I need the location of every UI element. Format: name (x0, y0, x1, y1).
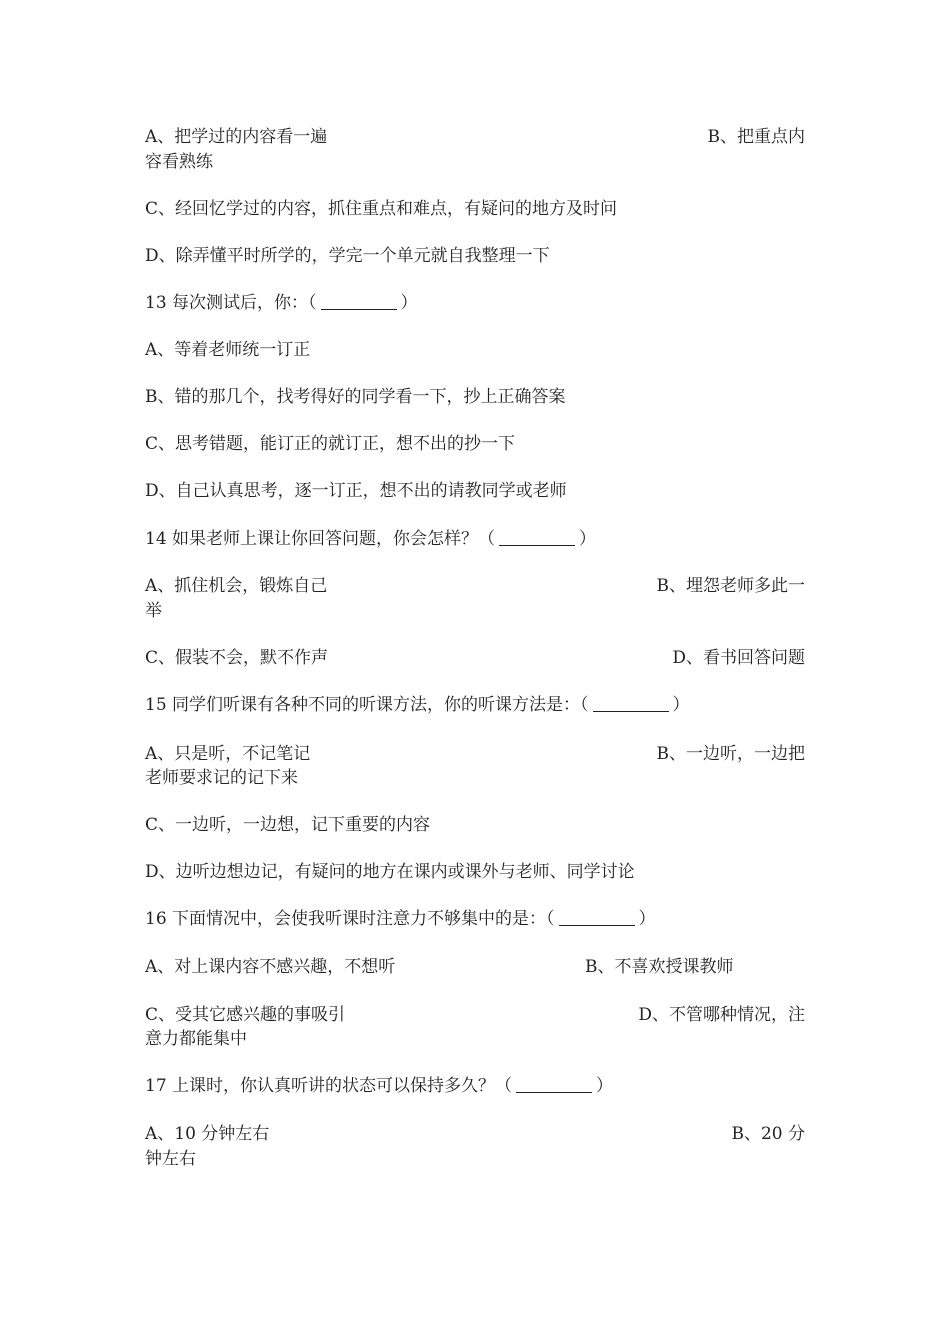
q17-option-b-continued: 钟左右 (145, 1149, 196, 1169)
q15-option-b: B、一边听，一边把 (656, 744, 805, 764)
q13-option-a: A、等着老师统一订正 (145, 340, 311, 360)
q17-option-a: A、10 分钟左右 (145, 1124, 270, 1144)
q14-stem (145, 527, 596, 551)
q14-stem-close: ） (579, 529, 597, 549)
q14-option-b: B、埋怨老师多此一 (656, 576, 805, 596)
q16-option-b: B、不喜欢授课教师 (585, 957, 734, 977)
q13-stem-text: 13 每次测试后，你：（ (145, 293, 317, 313)
q14-option-b-continued: 举 (145, 601, 162, 621)
q12-option-b-continued: 容看熟练 (145, 152, 213, 172)
q16-option-d-continued: 意力都能集中 (145, 1029, 247, 1049)
q14-option-c: C、假装不会，默不作声 (145, 648, 329, 668)
q15-option-b-continued: 老师要求记的记下来 (145, 768, 298, 788)
q17-stem-text: 17 上课时，你认真听讲的状态可以保持多久？（ (145, 1076, 513, 1096)
q14-option-a: A、抓住机会，锻炼自己 (145, 576, 328, 596)
q16-option-d: D、不管哪种情况，注 (638, 1005, 805, 1025)
q13-option-c: C、思考错题，能订正的就订正，想不出的抄一下 (145, 434, 516, 454)
q15-option-c: C、一边听，一边想，记下重要的内容 (145, 815, 431, 835)
q16-stem-text: 16 下面情况中，会使我听课时注意力不够集中的是：（ (145, 909, 555, 929)
q15-answer-blank[interactable] (593, 695, 669, 712)
q12-option-b: B、把重点内 (707, 127, 805, 147)
q14-stem-text: 14 如果老师上课让你回答问题，你会怎样？（ (145, 529, 496, 549)
q15-stem-close: ） (672, 695, 690, 715)
q17-stem-close: ） (596, 1076, 614, 1096)
q15-stem (145, 693, 690, 717)
q17-answer-blank[interactable] (516, 1076, 592, 1093)
q12-option-d: D、除弄懂平时所学的，学完一个单元就自我整理一下 (145, 246, 550, 266)
q16-answer-blank[interactable] (559, 909, 635, 926)
q12-option-a: A、把学过的内容看一遍 (145, 127, 328, 147)
q15-stem-text: 15 同学们听课有各种不同的听课方法，你的听课方法是：（ (145, 695, 589, 715)
q16-option-a: A、对上课内容不感兴趣，不想听 (145, 957, 396, 977)
q13-stem (145, 291, 418, 315)
q15-option-a: A、只是听，不记笔记 (145, 744, 311, 764)
q14-answer-blank[interactable] (499, 529, 575, 546)
q15-option-d: D、边听边想边记，有疑问的地方在课内或课外与老师、同学讨论 (145, 862, 635, 882)
q16-stem-close: ） (638, 909, 656, 929)
q17-option-b: B、20 分 (731, 1124, 805, 1144)
q16-option-c: C、受其它感兴趣的事吸引 (145, 1005, 346, 1025)
q13-stem-close: ） (400, 293, 418, 313)
q14-option-d: D、看书回答问题 (672, 648, 805, 668)
q16-stem (145, 907, 656, 931)
q17-stem (145, 1074, 613, 1098)
q13-answer-blank[interactable] (321, 293, 397, 310)
q13-option-b: B、错的那几个，找考得好的同学看一下，抄上正确答案 (145, 387, 566, 407)
q12-option-c: C、经回忆学过的内容，抓住重点和难点，有疑问的地方及时问 (145, 199, 618, 219)
q13-option-d: D、自己认真思考，逐一订正，想不出的请教同学或老师 (145, 481, 567, 501)
